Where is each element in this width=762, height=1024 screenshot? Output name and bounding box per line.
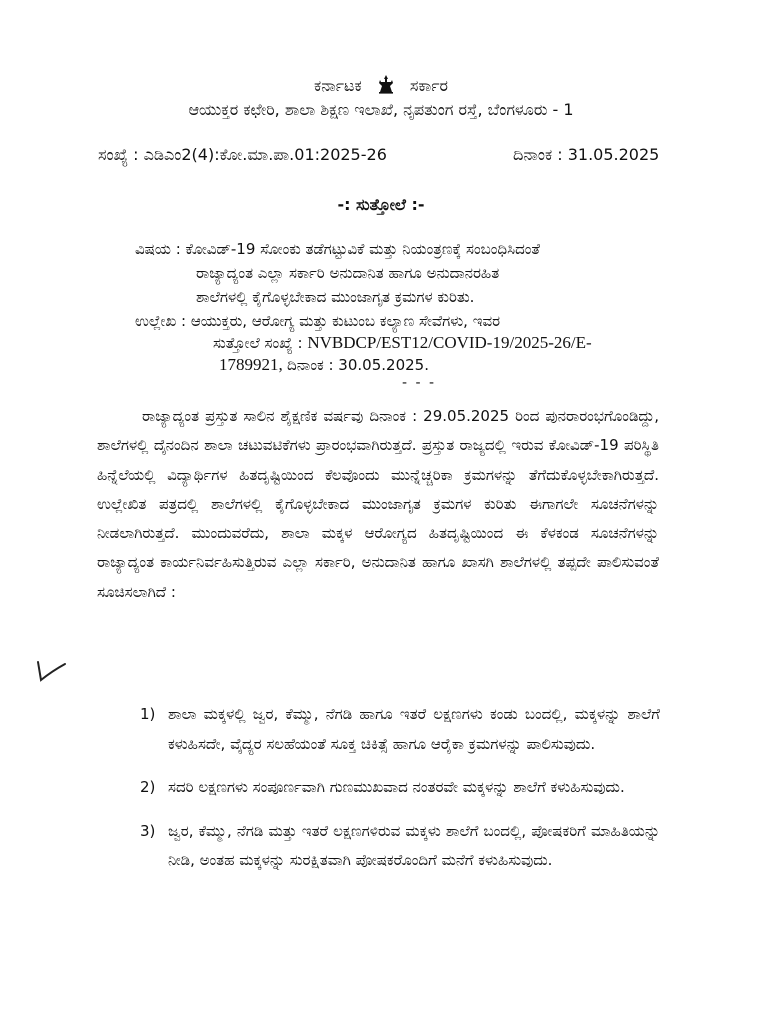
separator: - - -: [402, 375, 437, 391]
list-item-number: 2): [140, 778, 156, 796]
handwritten-tick-icon: [32, 656, 68, 686]
reference-line-2: [135, 332, 655, 354]
reference-code-part-1: NVBDCP/EST12/COVID-19/2025-26/E-: [307, 333, 592, 352]
list-item-text: ಸದರಿ ಲಕ್ಷಣಗಳು ಸಂಪೂರ್ಣವಾಗಿ ಗುಣಮುಖವಾದ ನಂತರವೇ ಮಕ್ಕಳನ್ನು ಶಾಲೆಗೆ ಕಳುಹಿಸುವುದು.: [168, 778, 625, 796]
reference-line-2-prefix: ಸುತ್ತೋಲೆ ಸಂಖ್ಯೆ :: [213, 334, 308, 352]
body-text: ರಾಜ್ಯಾದ್ಯಂತ ಪ್ರಸ್ತುತ ಸಾಲಿನ ಶೈಕ್ಷಣಿಕ ವರ್ಷವು ದಿನಾಂಕ : 29.05.2025 ರಿಂದ ಪುನರಾರಂಭಗೊಂಡಿದ್ದು, ಶಾಲೆಗಳಲ್ಲಿ ದೈನಂದಿನ ಶಾಲಾ ಚಟುವಟಿಕೆಗಳು ಪ್ರಾರಂಭವಾಗಿರುತ್ತದೆ. ಪ್ರಸ್ತುತ ರಾಜ್ಯದಲ್ಲಿ ಇರುವ ಕೋವಿಡ್-19 ಪರಿಸ್ಥಿತಿ ಹಿನ್ನೆಲೆಯಲ್ಲಿ ವಿದ್ಯಾರ್ಥಿಗಳ ಹಿತದೃಷ್ಟಿಯಿಂದ ಕೆಲವೊಂದು ಮುನ್ನೆಚ್ಚರಿಕಾ ಕ್ರಮಗಳನ್ನು ತೆಗೆದುಕೊಳ್ಳಬೇಕಾಗಿರುತ್ತದೆ. ಉಲ್ಲೇಖಿತ ಪತ್ರದಲ್ಲಿ ಶಾಲೆಗಳಲ್ಲಿ ಕೈಗೊಳ್ಳಬೇಕಾದ ಮುಂಜಾಗೃತ ಕ್ರಮಗಳ ಕುರಿತು ಈಗಾಗಲೇ ಸೂಚನೆಗಳನ್ನು ನೀಡಲಾಗಿರುತ್ತದೆ. ಮುಂದುವರೆದು, ಶಾಲಾ ಮಕ್ಕಳ ಆರೋಗ್ಯದ ಹಿತದೃಷ್ಟಿಯಿಂದ ಈ ಕೆಳಕಂಡ ಸೂಚನೆಗಳನ್ನು ರಾಜ್ಯಾದ್ಯಂತ ಕಾರ್ಯನಿರ್ವಹಿಸುತ್ತಿರುವ ಎಲ್ಲಾ ಸರ್ಕಾರಿ, ಅನುದಾನಿತ ಹಾಗೂ ಖಾಸಗಿ ಶಾಲೆಗಳಲ್ಲಿ ತಪ್ಪದೇ ಪಾಲಿಸುವಂತೆ ಸೂಚಿಸಲಾಗಿದೆ :: [97, 407, 659, 601]
reference-line-3: [135, 354, 655, 376]
list-item-number: 1): [140, 705, 156, 723]
instruction-list: [140, 700, 660, 890]
list-item: [140, 700, 660, 759]
list-item-text: ಶಾಲಾ ಮಕ್ಕಳಲ್ಲಿ ಜ್ವರ, ಕೆಮ್ಮು, ನೆಗಡಿ ಹಾಗೂ ಇತರೆ ಲಕ್ಷಣಗಳು ಕಂಡು ಬಂದಲ್ಲಿ, ಮಕ್ಕಳನ್ನು ಶಾಲೆಗೆ ಕಳುಹಿಸದೇ, ವೈದ್ಯರ ಸಲಹೆಯಂತೆ ಸೂಕ್ತ ಚಿಕಿತ್ಸೆ ಹಾಗೂ ಆರೈಕಾ ಕ್ರಮಗಳನ್ನು ಪಾಲಿಸುವುದು.: [168, 705, 660, 753]
reference-block: [135, 310, 655, 376]
subject-block: [135, 237, 635, 309]
subject-line-1: ವಿಷಯ : ಕೋವಿಡ್-19 ಸೋಂಕು ತಡೆಗಟ್ಟುವಿಕೆ ಮತ್ತು ನಿಯಂತ್ರಣಕ್ಕೆ ಸಂಬಂಧಿಸಿದಂತೆ: [135, 240, 540, 258]
subject-line-3: ಶಾಲೆಗಳಲ್ಲಿ ಕೈಗೊಳ್ಳಬೇಕಾದ ಮುಂಜಾಗೃತ ಕ್ರಮಗಳ ಕುರಿತು.: [196, 288, 475, 306]
body-paragraph: [97, 402, 659, 607]
circular-heading: -: ಸುತ್ತೋಲೆ :-: [337, 195, 425, 214]
karnataka-emblem-icon: [375, 74, 397, 94]
government-word: ಸರ್ಕಾರ: [409, 76, 448, 95]
list-item: [140, 773, 660, 803]
reference-code-part-2: 1789921,: [219, 355, 287, 374]
list-item-number: 3): [140, 821, 156, 840]
office-address: ಆಯುಕ್ತರ ಕಛೇರಿ, ಶಾಲಾ ಶಿಕ್ಷಣ ಇಲಾಖೆ, ನೃಪತುಂಗ ರಸ್ತೆ, ಬೆಂಗಳೂರು - 1: [188, 100, 574, 119]
state-name: ಕರ್ನಾಟಕ: [314, 76, 362, 95]
government-header: [0, 74, 762, 96]
list-item: [140, 817, 660, 876]
reference-line-1: ಉಲ್ಲೇಖ : ಆಯುಕ್ತರು, ಆರೋಗ್ಯ ಮತ್ತು ಕುಟುಂಬ ಕಲ್ಯಾಣ ಸೇವೆಗಳು, ಇವರ: [135, 312, 501, 330]
list-item-text: ಜ್ವರ, ಕೆಮ್ಮು, ನೆಗಡಿ ಮತ್ತು ಇತರೆ ಲಕ್ಷಣಗಳಿರುವ ಮಕ್ಕಳು ಶಾಲೆಗೆ ಬಂದಲ್ಲಿ, ಪೋಷಕರಿಗೆ ಮಾಹಿತಿಯನ್ನು ನೀಡಿ, ಅಂತಹ ಮಕ್ಕಳನ್ನು ಸುರಕ್ಷಿತವಾಗಿ ಪೋಷಕರೊಂದಿಗೆ ಮನೆಗೆ ಕಳುಹಿಸುವುದು.: [168, 821, 660, 869]
reference-line-3-date: ದಿನಾಂಕ : 30.05.2025.: [287, 356, 429, 374]
reference-date: ದಿನಾಂಕ : 31.05.2025: [513, 145, 660, 164]
subject-line-2: ರಾಜ್ಯಾದ್ಯಂತ ಎಲ್ಲಾ ಸರ್ಕಾರಿ ಅನುದಾನಿತ ಹಾಗೂ ಅನುದಾನರಹಿತ: [196, 264, 500, 282]
reference-number: ಸಂಖ್ಯೆ : ಎಡಿಎಂ2(4):ಕೋ.ಮಾ.ಪಾ.01:2025-26: [98, 145, 387, 164]
